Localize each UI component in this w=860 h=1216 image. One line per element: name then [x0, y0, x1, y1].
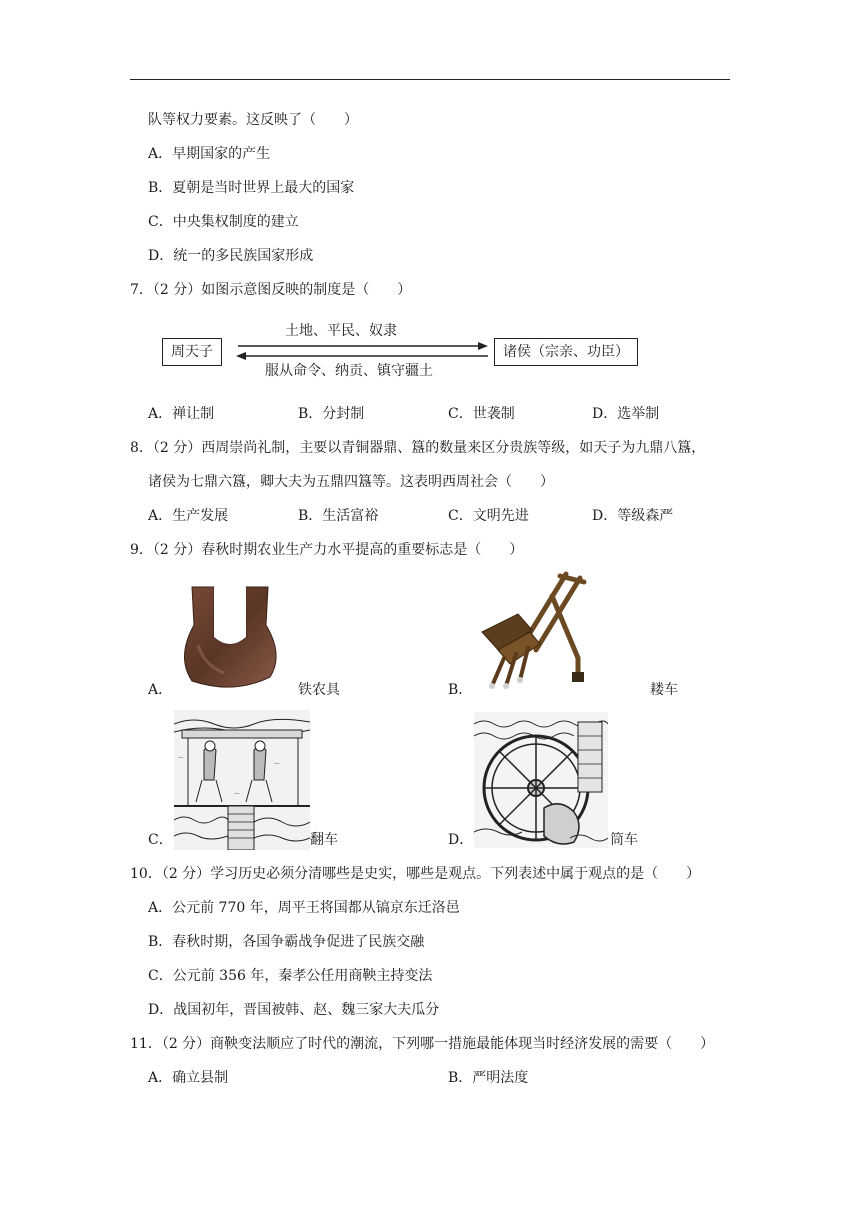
- q9-option-b-label: 耧车: [650, 682, 678, 698]
- q9-option-b-letter[interactable]: B．: [448, 682, 473, 698]
- q9-option-d-letter[interactable]: D．: [448, 832, 474, 848]
- diagram-left-box: 周天子: [162, 338, 222, 366]
- q10-option-c[interactable]: C．公元前 356 年，秦孝公任用商鞅主持变法: [148, 968, 433, 984]
- square-pallet-pump-image: [174, 710, 310, 850]
- q7-option-b[interactable]: B．分封制: [298, 406, 365, 422]
- q10-option-d[interactable]: D．战国初年，晋国被韩、赵、魏三家大夫瓜分: [148, 1002, 440, 1018]
- q8-option-b[interactable]: B．生活富裕: [298, 508, 379, 524]
- q8-option-a[interactable]: A．生产发展: [148, 508, 229, 524]
- q9-stem: 9．（2 分）春秋时期农业生产力水平提高的重要标志是（ ）: [130, 542, 524, 558]
- q8-option-c[interactable]: C．文明先进: [448, 508, 529, 524]
- q8-stem-line1: 8．（2 分）西周崇尚礼制，主要以青铜器鼎、簋的数量来区分贵族等级，如天子为九鼎八簋，: [130, 440, 706, 456]
- diagram-arrows: [232, 338, 494, 368]
- q9-option-a-letter[interactable]: A．: [148, 682, 173, 698]
- q11-stem: 11．（2 分）商鞅变法顺应了时代的潮流，下列哪一措施最能体现当时经济发展的需要（ ）: [130, 1036, 715, 1052]
- q9-option-c-letter[interactable]: C．: [148, 832, 173, 848]
- q10-stem: 10．（2 分）学习历史必须分清哪些是史实，哪些是观点。下列表述中属于观点的是（ ）: [130, 866, 701, 882]
- q7-stem: 7．（2 分）如图示意图反映的制度是（ ）: [130, 282, 412, 298]
- q9-option-d-label: 筒车: [610, 832, 638, 848]
- q8-option-d[interactable]: D．等级森严: [592, 508, 674, 524]
- seed-drill-image: [470, 568, 596, 698]
- diagram-top-label: 土地、平民、奴隶: [285, 323, 397, 339]
- q6-stem: 队等权力要素。这反映了（ ）: [148, 112, 358, 128]
- q10-option-a[interactable]: A．公元前 770 年，周平王将国都从镐京东迁洛邑: [148, 900, 460, 916]
- water-wheel-image: [474, 712, 608, 848]
- diagram-bottom-label: 服从命令、纳贡、镇守疆土: [265, 363, 433, 379]
- q6-option-b[interactable]: B．夏朝是当时世界上最大的国家: [148, 180, 355, 196]
- iron-hoe-image: [174, 585, 286, 693]
- diagram-right-box: 诸侯（宗亲、功臣）: [494, 338, 638, 366]
- q10-option-b[interactable]: B．春秋时期，各国争霸战争促进了民族交融: [148, 934, 425, 950]
- q6-option-d[interactable]: D．统一的多民族国家形成: [148, 248, 314, 264]
- q11-option-a[interactable]: A．确立县制: [148, 1070, 229, 1086]
- q9-option-c-label: 翻车: [310, 832, 338, 848]
- q9-option-a-label: 铁农具: [298, 682, 340, 698]
- q8-stem-line2: 诸侯为七鼎六簋，卿大夫为五鼎四簋等。这表明西周社会（ ）: [148, 474, 554, 490]
- svg-text:～: ～: [274, 761, 281, 768]
- q6-option-c[interactable]: C．中央集权制度的建立: [148, 214, 299, 230]
- q7-option-c[interactable]: C．世袭制: [448, 406, 515, 422]
- q7-option-d[interactable]: D．选举制: [592, 406, 660, 422]
- q6-option-a[interactable]: A．早期国家的产生: [148, 146, 271, 162]
- svg-text:～: ～: [234, 791, 241, 798]
- header-rule: [130, 79, 730, 80]
- q11-option-b[interactable]: B．严明法度: [448, 1070, 529, 1086]
- q7-option-a[interactable]: A．禅让制: [148, 406, 215, 422]
- svg-text:～: ～: [178, 755, 185, 762]
